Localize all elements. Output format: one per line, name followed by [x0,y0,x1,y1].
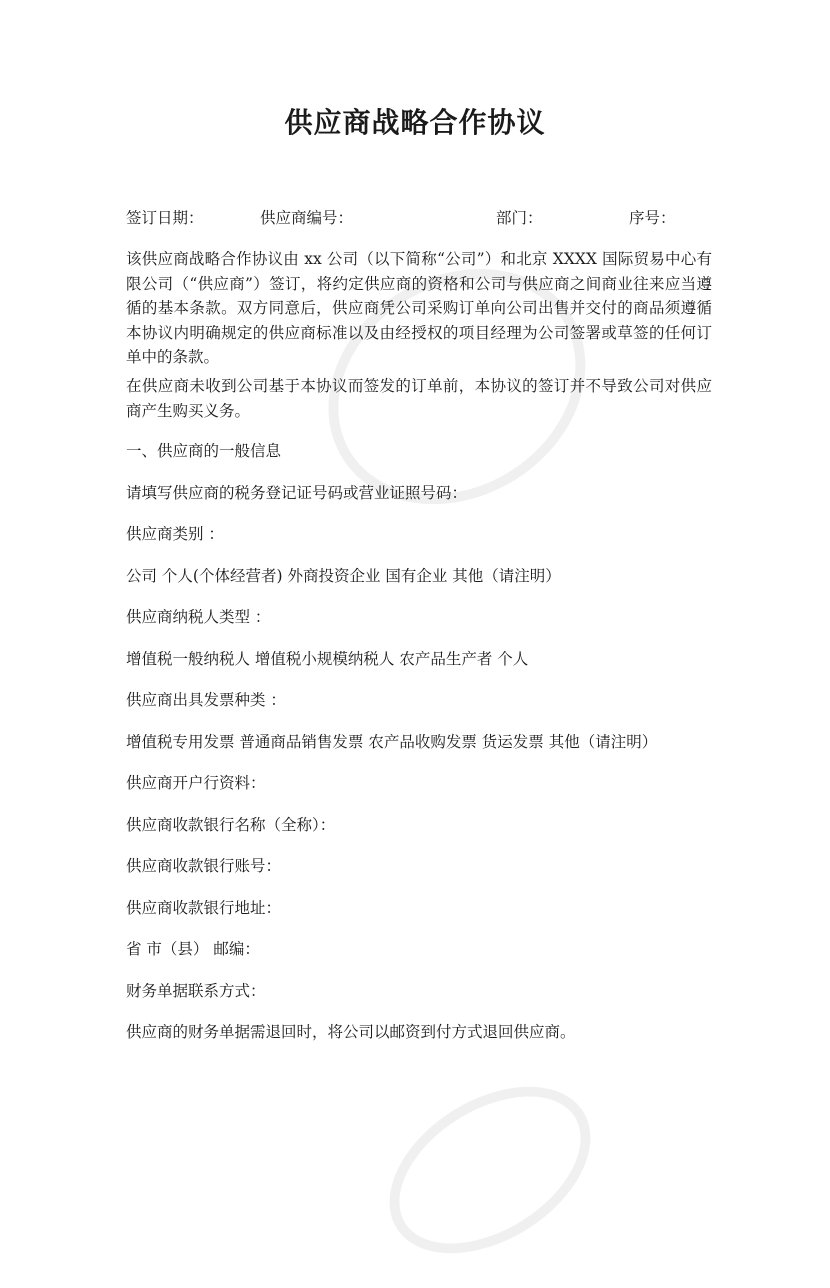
serial-number-label: 序号： [629,209,676,227]
supplier-category-label: 供应商类别 ： [126,525,224,543]
invoice-type-options: 增值税专用发票 普通商品销售发票 农产品收购发票 货运发票 其他（请注明） [126,733,658,751]
finance-return-note: 供应商的财务单据需退回时，将公司以邮资到付方式退回供应商。 [126,1023,576,1041]
intro-paragraph: 该供应商战略合作协议由 xx 公司（以下简称“公司”）和北京 XXXX 国际贸易中心有限公司（“供应商”）签订，将约定供应商的资格和公司与供应商之间商业往来应当遵循的基本条款。双方同意后，供应商凭公司采购订单向公司出售并交付的商品须遵循本协议内明确规定的供应商标准以及由经授权的项目经理为公司签署或草签的任何订单中的条款。 [126,250,712,366]
obligation-paragraph: 在供应商未收到公司基于本协议而签发的订单前，本协议的签订并不导致公司对供应商产生购买义务。 [126,377,712,420]
bank-info-label: 供应商开户行资料： [126,774,266,792]
department-label: 部门： [496,209,543,227]
bank-account-label: 供应商收款银行账号： [126,857,282,875]
taxpayer-type-options: 增值税一般纳税人 增值税小规模纳税人 农产品生产者 个人 [126,650,529,668]
supplier-number-label: 供应商编号： [260,209,354,227]
address-postcode-label: 省 市（县） 邮编： [126,940,260,958]
section-heading-general-info: 一、供应商的一般信息 [126,442,282,460]
taxpayer-type-label: 供应商纳税人类型 ： [126,608,271,626]
bank-name-label: 供应商收款银行名称（全称）： [126,816,336,834]
tax-registration-prompt: 请填写供应商的税务登记证号码或营业证照号码： [126,484,468,502]
document-title: 供应商战略合作协议 [284,106,546,139]
signing-info-row [126,206,716,230]
bank-address-label: 供应商收款银行地址： [126,899,282,917]
signing-date-label: 签订日期： [126,209,204,227]
supplier-category-options: 公司 个人(个体经营者) 外商投资企业 国有企业 其他（请注明） [126,567,561,585]
finance-contact-label: 财务单据联系方式： [126,982,266,1000]
watermark-bottom [360,1052,621,1287]
invoice-type-label: 供应商出具发票种类 ： [126,691,286,709]
